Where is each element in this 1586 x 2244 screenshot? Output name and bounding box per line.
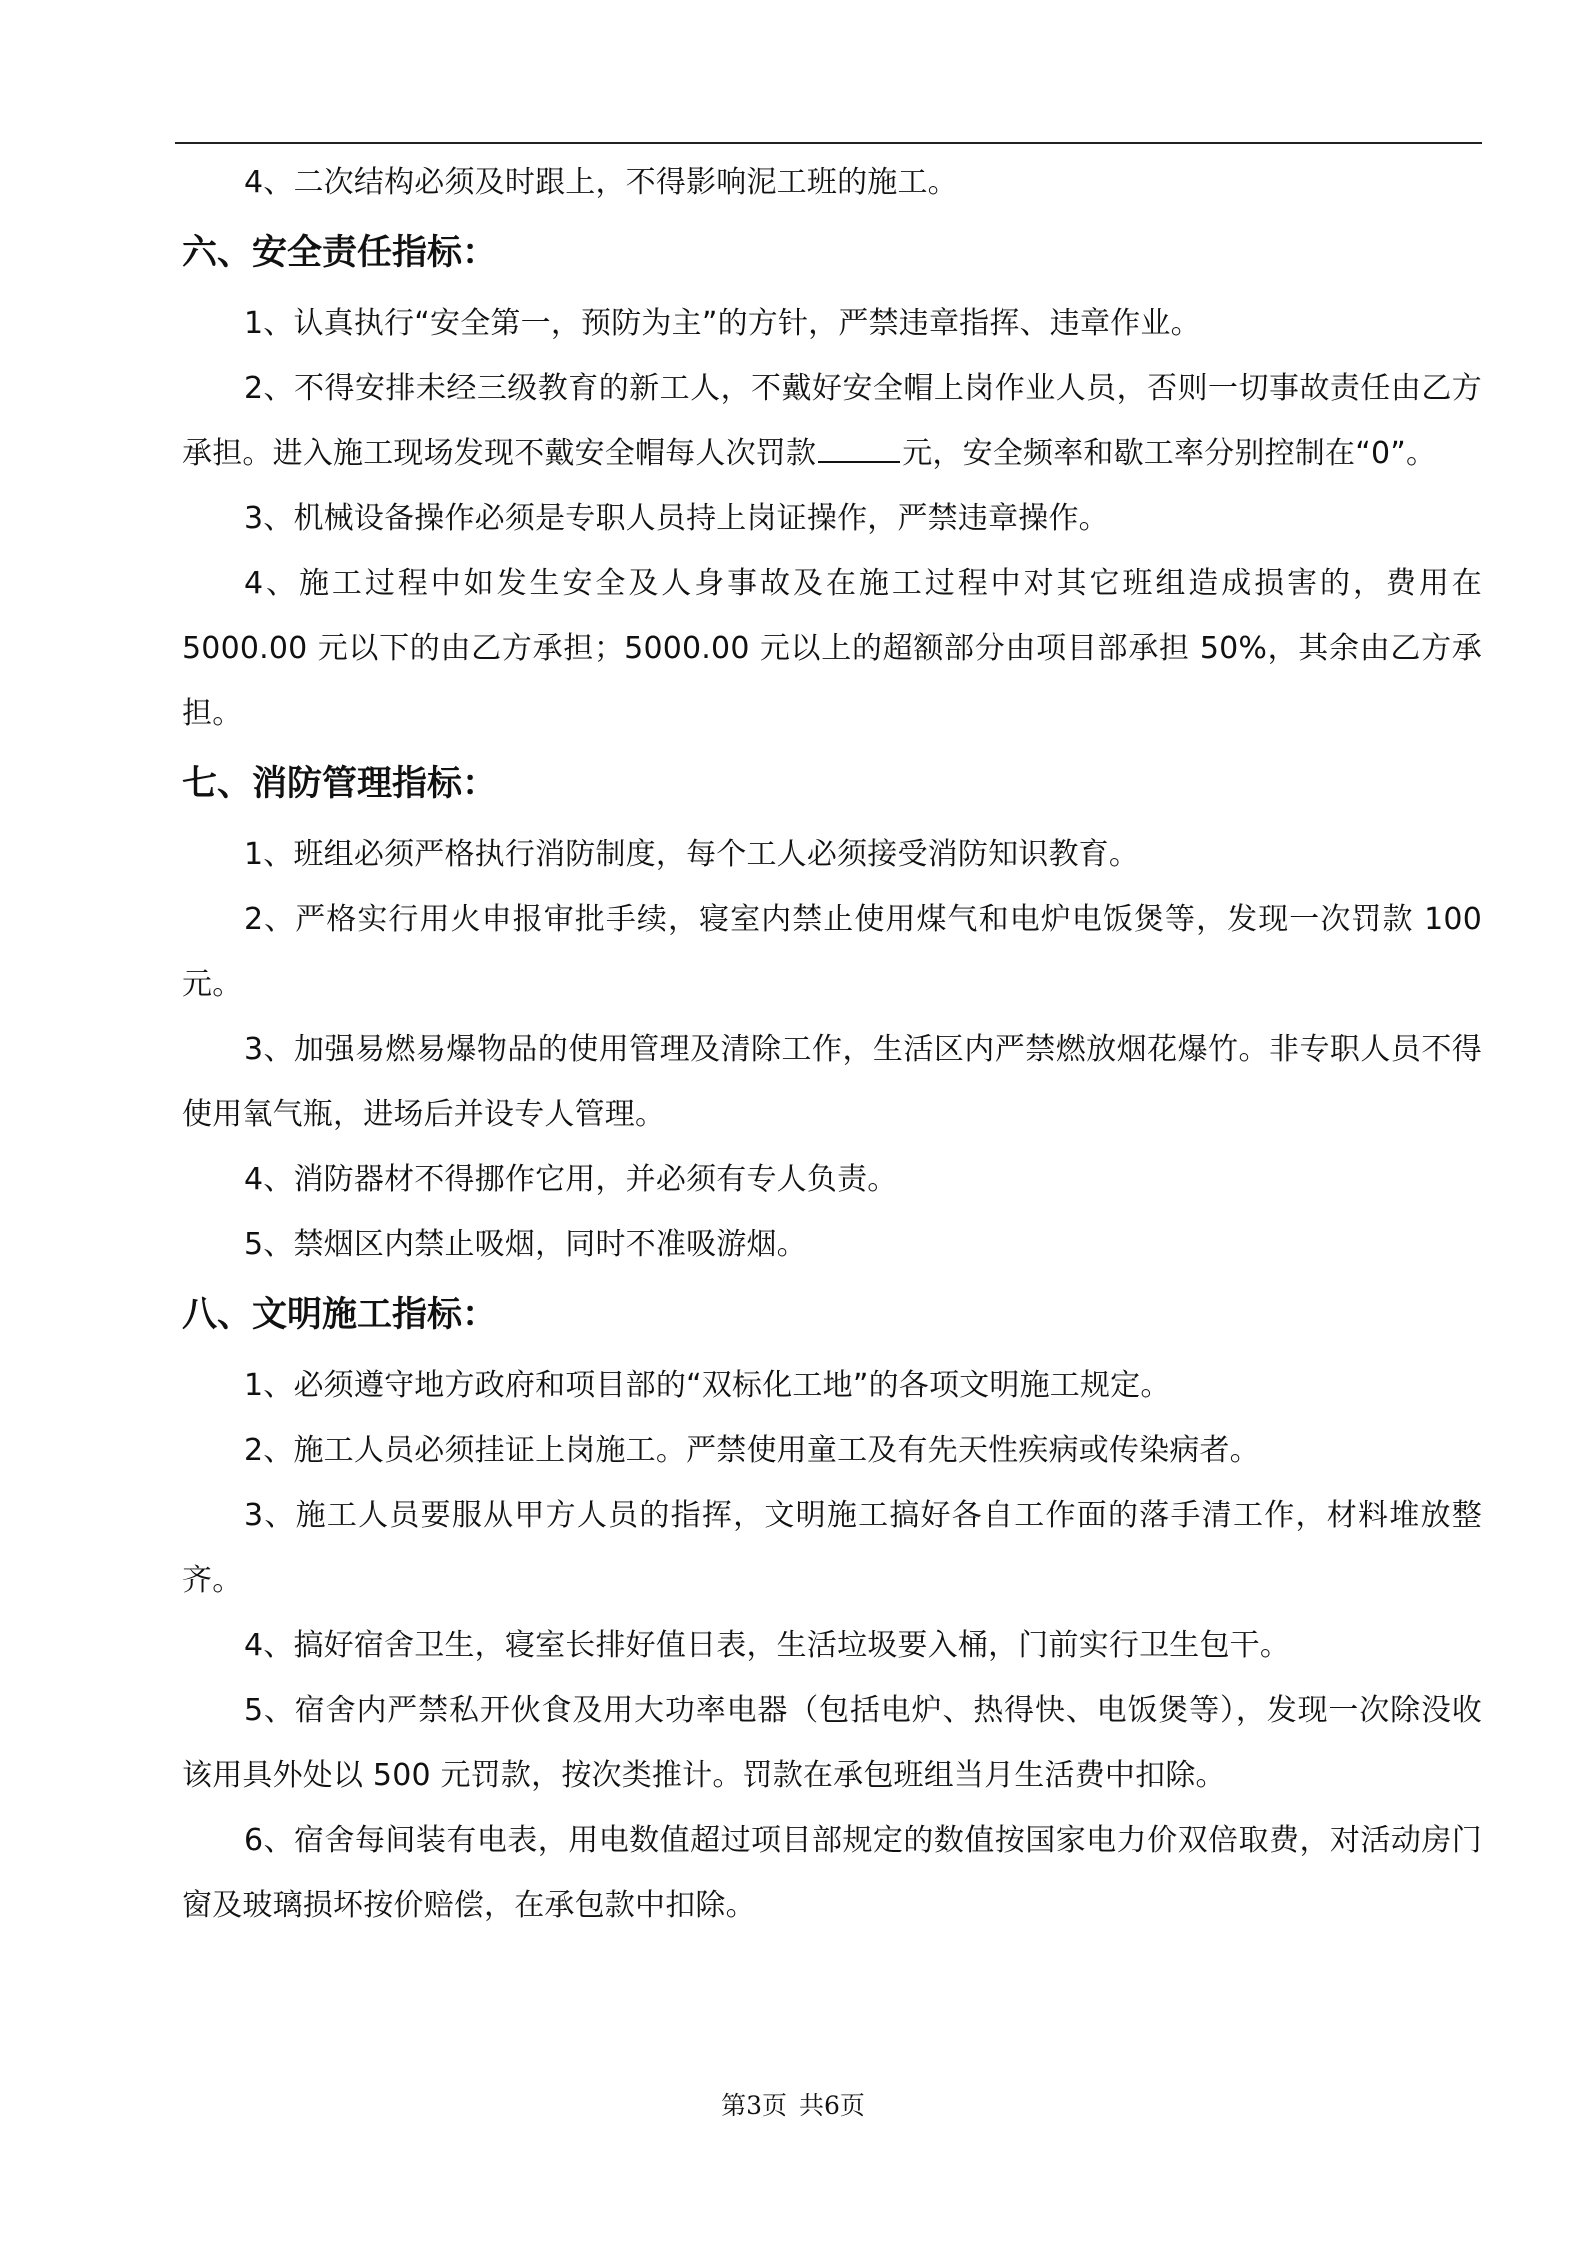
paragraph: 1、班组必须严格执行消防制度，每个工人必须接受消防知识教育。 <box>244 837 1140 872</box>
paragraph: 2、施工人员必须挂证上岗施工。严禁使用童工及有先天性疾病或传染病者。 <box>244 1433 1260 1468</box>
paragraph: 4、消防器材不得挪作它用，并必须有专人负责。 <box>244 1162 898 1197</box>
paragraph: 6、宿舍每间装有电表，用电数值超过项目部规定的数值按国家电力价双倍取费，对活动房门窗及玻璃损坏按价赔偿，在承包款中扣除。 <box>182 1823 1482 1923</box>
section-heading-civilized: 八、文明施工指标： <box>182 1295 498 1335</box>
page-footer <box>0 2086 1586 2122</box>
paragraph: 3、机械设备操作必须是专职人员持上岗证操作，严禁违章操作。 <box>244 501 1109 536</box>
fill-in-blank <box>818 460 900 463</box>
paragraph: 2、严格实行用火申报审批手续，寝室内禁止使用煤气和电炉电饭煲等，发现一次罚款 100元。 <box>182 902 1482 1002</box>
paragraph: 1、必须遵守地方政府和项目部的“双标化工地”的各项文明施工规定。 <box>244 1368 1171 1403</box>
paragraph-text: 2、不得安排未经三级教育的新工人，不戴好安全帽上岗作业人员，否则一切事故责任由乙方承担。进入施工现场发现不戴安全帽每人次罚款 <box>182 371 1482 471</box>
document-body <box>182 150 1482 1938</box>
paragraph-text-tail: 元，安全频率和歇工率分别控制在“0”。 <box>902 436 1437 471</box>
paragraph: 4、二次结构必须及时跟上，不得影响泥工班的施工。 <box>244 165 958 200</box>
paragraph: 5、禁烟区内禁止吸烟，同时不准吸游烟。 <box>244 1227 807 1262</box>
paragraph: 4、搞好宿舍卫生，寝室长排好值日表，生活垃圾要入桶，门前实行卫生包干。 <box>244 1628 1291 1663</box>
page-number: 第3页 <box>721 2091 787 2120</box>
paragraph: 5、宿舍内严禁私开伙食及用大功率电器（包括电炉、热得快、电饭煲等），发现一次除没收该用具外处以 500 元罚款，按次类推计。罚款在承包班组当月生活费中扣除。 <box>182 1693 1482 1793</box>
paragraph: 3、加强易燃易爆物品的使用管理及清除工作，生活区内严禁燃放烟花爆竹。非专职人员不得使用氧气瓶，进场后并设专人管理。 <box>182 1032 1482 1132</box>
paragraph-with-blank <box>182 356 1482 486</box>
section-heading-fire: 七、消防管理指标： <box>182 764 498 804</box>
page-total: 共6页 <box>799 2091 865 2120</box>
header-rule <box>175 142 1482 144</box>
paragraph: 4、施工过程中如发生安全及人身事故及在施工过程中对其它班组造成损害的，费用在5000.00 元以下的由乙方承担；5000.00 元以上的超额部分由项目部承担 50%，其余由乙方承担。 <box>182 566 1482 731</box>
paragraph: 3、施工人员要服从甲方人员的指挥，文明施工搞好各自工作面的落手清工作，材料堆放整齐。 <box>182 1498 1482 1598</box>
section-heading-safety: 六、安全责任指标： <box>182 233 498 273</box>
paragraph: 1、认真执行“安全第一，预防为主”的方针，严禁违章指挥、违章作业。 <box>244 306 1201 341</box>
